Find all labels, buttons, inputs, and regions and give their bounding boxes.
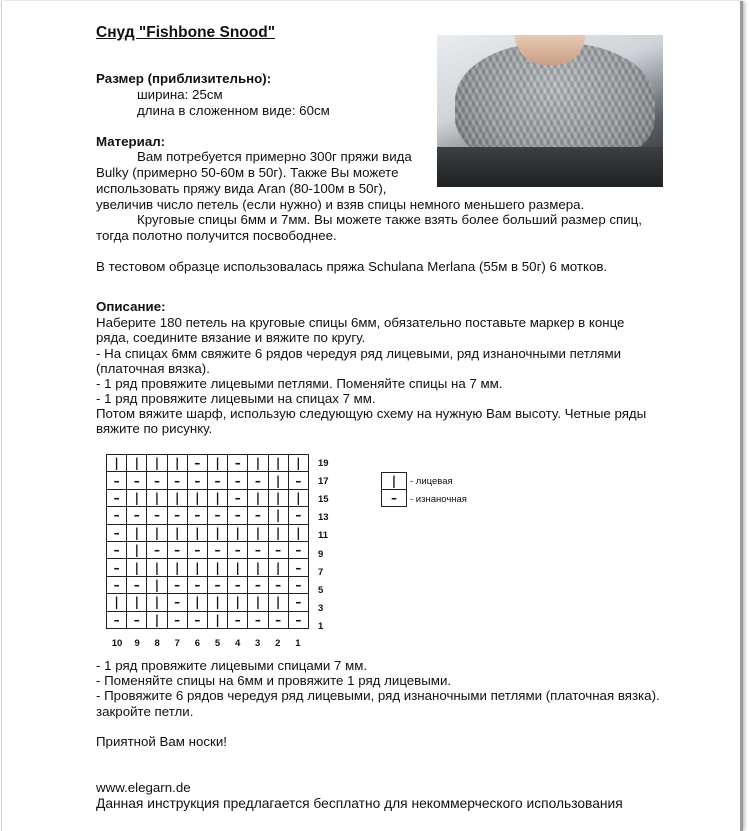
- chart-row: [107, 576, 309, 593]
- chart-cell: |: [187, 559, 207, 576]
- chart-cell: –: [107, 489, 127, 506]
- chart-cell: –: [207, 472, 227, 489]
- chart-cell: |: [167, 524, 187, 541]
- chart-row-number: 3: [318, 602, 324, 614]
- chart-cell: |: [127, 524, 147, 541]
- chart-cell: |: [248, 489, 268, 506]
- closing-wish: Приятной Вам носки!: [96, 734, 227, 749]
- chart-cell: –: [288, 507, 308, 524]
- chart-cell: |: [147, 524, 167, 541]
- chart-row-number: 7: [318, 566, 324, 578]
- chart-cell: –: [207, 507, 227, 524]
- chart-column-number: 3: [255, 638, 261, 649]
- chart-cell: –: [127, 576, 147, 593]
- chart-cell: –: [248, 507, 268, 524]
- chart-cell: –: [127, 611, 147, 628]
- chart-cell: |: [207, 611, 227, 628]
- finish-line: закройте петли.: [96, 704, 194, 719]
- chart-column-number: 1: [295, 638, 301, 649]
- chart-cell: |: [127, 559, 147, 576]
- chart-cell: –: [268, 541, 288, 558]
- chart-cell: |: [147, 611, 167, 628]
- chart-cell: –: [228, 472, 248, 489]
- chart-row-number: 1: [318, 620, 324, 632]
- chart-cell: –: [107, 472, 127, 489]
- chart-row-number: 19: [318, 458, 329, 469]
- chart-cell: |: [167, 455, 187, 472]
- chart-cell: –: [228, 541, 248, 558]
- finish-line: - 1 ряд провяжите лицевыми спицами 7 мм.: [96, 658, 368, 673]
- chart-cell: –: [147, 541, 167, 558]
- chart-cell: –: [228, 489, 248, 506]
- chart-cell: |: [167, 489, 187, 506]
- test-yarn-note: В тестовом образце использовалась пряжа Schulana Merlana (55м в 50г) 6 мотков.: [96, 259, 608, 274]
- chart-cell: –: [248, 576, 268, 593]
- chart-cell: –: [207, 541, 227, 558]
- chart-cell: |: [207, 524, 227, 541]
- material-line: Круговые спицы 6мм и 7мм. Вы можете также взять более больший размер спиц,: [137, 212, 642, 227]
- chart-cell: –: [107, 559, 127, 576]
- chart-cell: |: [147, 559, 167, 576]
- page-title: Снуд "Fishbone Snood": [96, 24, 276, 41]
- legend-knit-symbol: |: [382, 473, 407, 490]
- chart-row: [107, 541, 309, 558]
- chart-cell: |: [107, 455, 127, 472]
- chart-row: [107, 455, 309, 472]
- chart-row: [107, 559, 309, 576]
- chart-cell: –: [167, 611, 187, 628]
- chart-cell: |: [127, 455, 147, 472]
- chart-cell: |: [207, 594, 227, 611]
- chart-cell: –: [107, 576, 127, 593]
- snood-photo: [437, 35, 663, 187]
- size-heading: Размер (приблизительно):: [96, 71, 272, 86]
- material-line: увеличив число петель (если нужно) и взяв спицы немного меньшего размера.: [96, 197, 585, 212]
- chart-cell: –: [268, 576, 288, 593]
- chart-cell: |: [268, 489, 288, 506]
- chart-cell: –: [167, 541, 187, 558]
- chart-cell: –: [288, 559, 308, 576]
- chart-row: [107, 507, 309, 524]
- chart-column-number: 8: [154, 638, 160, 649]
- chart-row-number: 15: [318, 494, 329, 506]
- chart-column-number: 4: [234, 638, 241, 649]
- chart-column-number: 7: [174, 638, 180, 649]
- chart-cell: –: [187, 611, 207, 628]
- chart-cell: –: [127, 507, 147, 524]
- chart-cell: |: [207, 559, 227, 576]
- legend-knit-label: - лицевая: [410, 476, 453, 487]
- description-line: - На спицах 6мм свяжите 6 рядов чередуя ряд лицевыми, ряд изнаночными петлями: [96, 346, 622, 361]
- chart-cell: –: [207, 576, 227, 593]
- chart-cell: –: [167, 576, 187, 593]
- chart-cell: |: [268, 524, 288, 541]
- chart-cell: –: [228, 611, 248, 628]
- chart-legend: [381, 472, 407, 507]
- chart-cell: |: [248, 524, 268, 541]
- chart-cell: |: [248, 455, 268, 472]
- chart-cell: |: [187, 594, 207, 611]
- chart-cell: |: [268, 594, 288, 611]
- chart-cell: –: [288, 576, 308, 593]
- chart-cell: |: [187, 489, 207, 506]
- chart-cell: |: [268, 472, 288, 489]
- material-line: Bulky (примерно 50-60м в 50г). Также Вы можете: [96, 165, 399, 180]
- material-line: Вам потребуется примерно 300г пряжи вида: [137, 149, 412, 164]
- chart-cell: |: [248, 559, 268, 576]
- chart-cell: |: [147, 576, 167, 593]
- chart-cell: |: [268, 559, 288, 576]
- chart-cell: –: [147, 472, 167, 489]
- legend-purl-label: - изнаночная: [410, 494, 467, 505]
- chart-cell: –: [187, 472, 207, 489]
- description-heading: Описание:: [96, 299, 166, 314]
- legend-purl-symbol: –: [382, 490, 407, 507]
- size-length: длина в сложенном виде: 60см: [137, 103, 330, 118]
- chart-column-number: 10: [111, 638, 123, 649]
- chart-row: [107, 472, 309, 489]
- description-line: - 1 ряд провяжите лицевыми на спицах 7 мм.: [96, 391, 376, 406]
- chart-cell: |: [228, 524, 248, 541]
- chart-cell: |: [228, 559, 248, 576]
- chart-cell: –: [228, 507, 248, 524]
- chart-cell: –: [248, 541, 268, 558]
- chart-cell: –: [107, 524, 127, 541]
- chart-column-number: 9: [134, 638, 140, 649]
- finish-line: - Провяжите 6 рядов чередуя ряд лицевыми, ряд изнаночными петлями (платочная вязка).: [96, 688, 660, 703]
- chart-cell: –: [127, 472, 147, 489]
- description-line: Наберите 180 петель на круговые спицы 6мм, обязательно поставьте маркер в конце: [96, 315, 625, 330]
- chart-row-number: 11: [318, 530, 329, 542]
- chart-row-number: 17: [318, 476, 329, 488]
- chart-cell: –: [167, 472, 187, 489]
- chart-cell: |: [147, 455, 167, 472]
- chart-cell: –: [167, 507, 187, 524]
- material-line: использовать пряжу вида Aran (80-100м в 50г),: [96, 181, 387, 196]
- chart-cell: –: [187, 455, 207, 472]
- chart-column-number: 6: [194, 638, 201, 649]
- chart-grid: [106, 454, 309, 629]
- chart-cell: |: [268, 507, 288, 524]
- chart-row: [107, 611, 309, 628]
- chart-row: [107, 524, 309, 541]
- chart-column-number: 5: [214, 638, 221, 649]
- chart-cell: |: [207, 489, 227, 506]
- chart-cell: |: [107, 594, 127, 611]
- chart-cell: –: [288, 594, 308, 611]
- chart-row: [107, 489, 309, 506]
- description-line: вяжите по рисунку.: [96, 421, 213, 436]
- chart-cell: –: [187, 507, 207, 524]
- chart-row-number: 13: [318, 512, 329, 524]
- chart-row: [107, 594, 309, 611]
- chart-cell: |: [127, 594, 147, 611]
- chart-cell: |: [147, 594, 167, 611]
- chart-row-number: 5: [318, 584, 324, 596]
- chart-row-number: 9: [318, 548, 324, 560]
- chart-cell: –: [228, 576, 248, 593]
- chart-cell: –: [147, 507, 167, 524]
- chart-cell: –: [288, 611, 308, 628]
- footer-note: Данная инструкция предлагается бесплатно для некоммерческого использования: [96, 796, 623, 811]
- chart-cell: |: [268, 455, 288, 472]
- chart-cell: |: [288, 489, 308, 506]
- chart-cell: |: [207, 455, 227, 472]
- description-line: (платочная вязка).: [96, 361, 210, 376]
- material-line: тогда полотно получится посвободнее.: [96, 228, 337, 243]
- chart-cell: –: [268, 611, 288, 628]
- chart-cell: –: [107, 507, 127, 524]
- footer-website: www.elegarn.de: [96, 780, 191, 795]
- chart-cell: –: [228, 455, 248, 472]
- chart-cell: |: [248, 594, 268, 611]
- chart-cell: –: [248, 611, 268, 628]
- chart-cell: –: [107, 541, 127, 558]
- chart-cell: –: [187, 541, 207, 558]
- coat-image: [437, 147, 663, 187]
- chart-cell: –: [107, 611, 127, 628]
- finish-line: - Поменяйте спицы на 6мм и провяжите 1 ряд лицевыми.: [96, 673, 452, 688]
- chart-cell: –: [248, 472, 268, 489]
- chart-cell: –: [187, 576, 207, 593]
- chart-cell: –: [288, 541, 308, 558]
- description-line: Потом вяжите шарф, использую следующую схему на нужную Вам высоту. Четные ряды: [96, 406, 647, 421]
- chart-cell: |: [288, 524, 308, 541]
- chart-cell: |: [127, 541, 147, 558]
- chart-cell: |: [147, 489, 167, 506]
- chart-cell: |: [228, 594, 248, 611]
- description-line: ряда, соедините вязание и вяжите по кругу.: [96, 330, 366, 345]
- chart-cell: |: [167, 559, 187, 576]
- chart-cell: –: [167, 594, 187, 611]
- knitting-chart: [106, 454, 309, 634]
- material-heading: Материал:: [96, 134, 166, 149]
- size-width: ширина: 25см: [137, 87, 223, 102]
- chart-cell: |: [187, 524, 207, 541]
- chart-cell: |: [127, 489, 147, 506]
- description-line: - 1 ряд провяжите лицевыми петлями. Поменяйте спицы на 7 мм.: [96, 376, 503, 391]
- chart-cell: –: [288, 472, 308, 489]
- chart-column-number: 2: [275, 638, 281, 649]
- chart-cell: |: [288, 455, 308, 472]
